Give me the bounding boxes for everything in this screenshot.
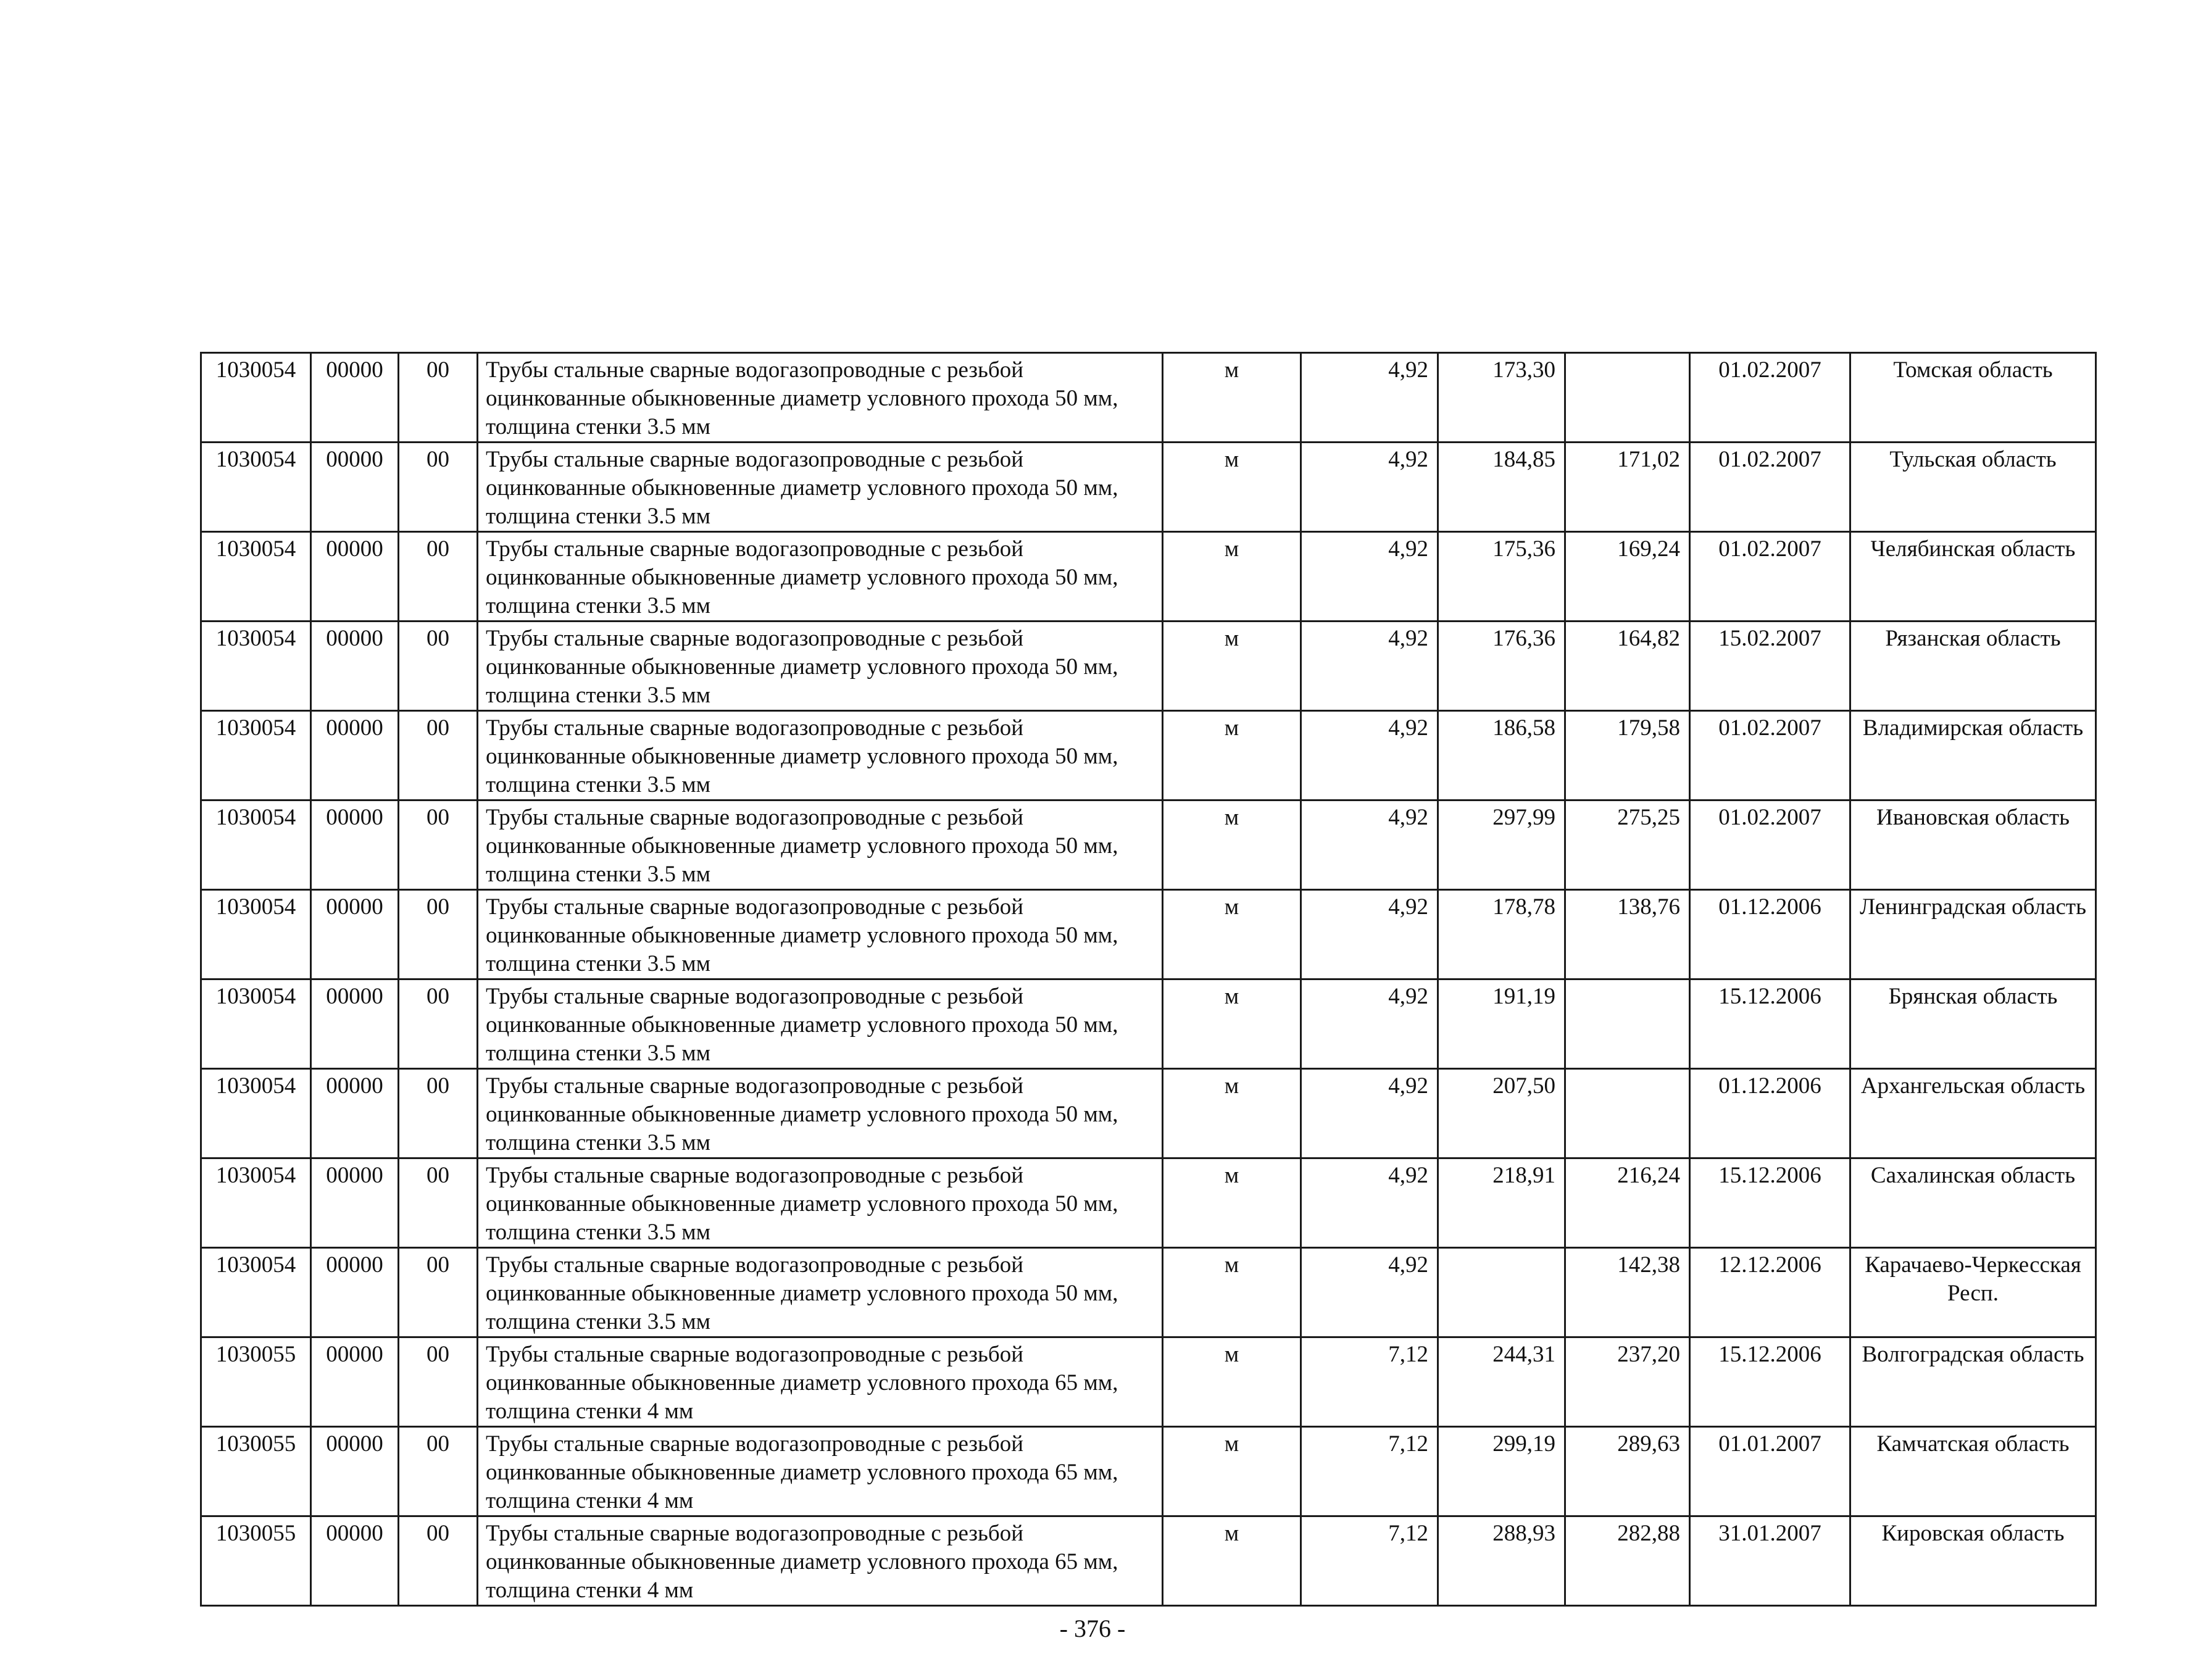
table-row [201, 711, 2096, 800]
weight-cell: 4,92 [1301, 890, 1438, 979]
unit-cell: м [1163, 800, 1301, 890]
price-alt-cell: 138,76 [1565, 890, 1690, 979]
material-code-cell: 1030054 [201, 532, 311, 622]
variant-code-cell: 00 [399, 979, 478, 1069]
region-cell: Владимирская область [1850, 711, 2096, 800]
region-cell: Челябинская область [1850, 532, 2096, 622]
unit-cell: м [1163, 1248, 1301, 1337]
material-name-cell: Трубы стальные сварные водогазопроводные с резьбой оцинкованные обыкновенные диаметр условного прохода 50 мм, толщина стенки 3.5 мм [478, 532, 1163, 622]
sub-code-cell: 00000 [311, 800, 399, 890]
date-cell: 15.12.2006 [1690, 1337, 1850, 1427]
unit-cell: м [1163, 890, 1301, 979]
material-code-cell: 1030054 [201, 622, 311, 711]
variant-code-cell: 00 [399, 532, 478, 622]
price-table [200, 352, 2097, 1607]
material-code-cell: 1030055 [201, 1516, 311, 1606]
unit-cell: м [1163, 353, 1301, 443]
region-cell: Кировская область [1850, 1516, 2096, 1606]
table-body [201, 353, 2096, 1606]
sub-code-cell: 00000 [311, 1337, 399, 1427]
price-cell: 288,93 [1438, 1516, 1565, 1606]
date-cell: 01.02.2007 [1690, 443, 1850, 532]
weight-cell: 4,92 [1301, 800, 1438, 890]
variant-code-cell: 00 [399, 1516, 478, 1606]
region-cell: Архангельская область [1850, 1069, 2096, 1158]
price-cell: 207,50 [1438, 1069, 1565, 1158]
region-cell: Сахалинская область [1850, 1158, 2096, 1248]
sub-code-cell: 00000 [311, 1069, 399, 1158]
date-cell: 01.02.2007 [1690, 711, 1850, 800]
material-name-cell: Трубы стальные сварные водогазопроводные с резьбой оцинкованные обыкновенные диаметр условного прохода 65 мм, толщина стенки 4 мм [478, 1516, 1163, 1606]
sub-code-cell: 00000 [311, 1158, 399, 1248]
table-row [201, 1337, 2096, 1427]
price-alt-cell: 216,24 [1565, 1158, 1690, 1248]
unit-cell: м [1163, 1427, 1301, 1516]
price-alt-cell: 169,24 [1565, 532, 1690, 622]
price-alt-cell: 237,20 [1565, 1337, 1690, 1427]
table-row [201, 622, 2096, 711]
price-alt-cell [1565, 979, 1690, 1069]
variant-code-cell: 00 [399, 1248, 478, 1337]
material-code-cell: 1030054 [201, 443, 311, 532]
date-cell: 15.02.2007 [1690, 622, 1850, 711]
unit-cell: м [1163, 532, 1301, 622]
weight-cell: 4,92 [1301, 532, 1438, 622]
variant-code-cell: 00 [399, 711, 478, 800]
region-cell: Камчатская область [1850, 1427, 2096, 1516]
material-name-cell: Трубы стальные сварные водогазопроводные с резьбой оцинкованные обыкновенные диаметр условного прохода 50 мм, толщина стенки 3.5 мм [478, 1248, 1163, 1337]
price-alt-cell: 275,25 [1565, 800, 1690, 890]
table-row [201, 353, 2096, 443]
weight-cell: 4,92 [1301, 711, 1438, 800]
material-name-cell: Трубы стальные сварные водогазопроводные с резьбой оцинкованные обыкновенные диаметр условного прохода 50 мм, толщина стенки 3.5 мм [478, 890, 1163, 979]
price-alt-cell: 179,58 [1565, 711, 1690, 800]
table-row [201, 532, 2096, 622]
weight-cell: 7,12 [1301, 1516, 1438, 1606]
price-alt-cell: 171,02 [1565, 443, 1690, 532]
price-cell [1438, 1248, 1565, 1337]
table-row [201, 1427, 2096, 1516]
material-name-cell: Трубы стальные сварные водогазопроводные с резьбой оцинкованные обыкновенные диаметр условного прохода 65 мм, толщина стенки 4 мм [478, 1337, 1163, 1427]
material-code-cell: 1030054 [201, 1158, 311, 1248]
unit-cell: м [1163, 1158, 1301, 1248]
price-cell: 176,36 [1438, 622, 1565, 711]
sub-code-cell: 00000 [311, 890, 399, 979]
date-cell: 01.12.2006 [1690, 1069, 1850, 1158]
date-cell: 01.02.2007 [1690, 532, 1850, 622]
page-number: - 376 - [1059, 1615, 1126, 1642]
variant-code-cell: 00 [399, 622, 478, 711]
variant-code-cell: 00 [399, 890, 478, 979]
price-alt-cell: 142,38 [1565, 1248, 1690, 1337]
price-cell: 178,78 [1438, 890, 1565, 979]
date-cell: 15.12.2006 [1690, 979, 1850, 1069]
variant-code-cell: 00 [399, 1427, 478, 1516]
weight-cell: 4,92 [1301, 1158, 1438, 1248]
unit-cell: м [1163, 1516, 1301, 1606]
weight-cell: 7,12 [1301, 1337, 1438, 1427]
price-cell: 175,36 [1438, 532, 1565, 622]
region-cell: Волгоградская область [1850, 1337, 2096, 1427]
date-cell: 01.12.2006 [1690, 890, 1850, 979]
unit-cell: м [1163, 711, 1301, 800]
price-cell: 297,99 [1438, 800, 1565, 890]
sub-code-cell: 00000 [311, 979, 399, 1069]
date-cell: 15.12.2006 [1690, 1158, 1850, 1248]
material-code-cell: 1030054 [201, 353, 311, 443]
table-row [201, 1516, 2096, 1606]
date-cell: 01.02.2007 [1690, 800, 1850, 890]
sub-code-cell: 00000 [311, 622, 399, 711]
weight-cell: 4,92 [1301, 443, 1438, 532]
material-code-cell: 1030054 [201, 1248, 311, 1337]
unit-cell: м [1163, 979, 1301, 1069]
table-row [201, 1248, 2096, 1337]
material-name-cell: Трубы стальные сварные водогазопроводные с резьбой оцинкованные обыкновенные диаметр условного прохода 50 мм, толщина стенки 3.5 мм [478, 443, 1163, 532]
material-name-cell: Трубы стальные сварные водогазопроводные с резьбой оцинкованные обыкновенные диаметр условного прохода 65 мм, толщина стенки 4 мм [478, 1427, 1163, 1516]
sub-code-cell: 00000 [311, 353, 399, 443]
price-cell: 218,91 [1438, 1158, 1565, 1248]
weight-cell: 4,92 [1301, 1248, 1438, 1337]
variant-code-cell: 00 [399, 1158, 478, 1248]
material-name-cell: Трубы стальные сварные водогазопроводные с резьбой оцинкованные обыкновенные диаметр условного прохода 50 мм, толщина стенки 3.5 мм [478, 800, 1163, 890]
region-cell: Рязанская область [1850, 622, 2096, 711]
weight-cell: 7,12 [1301, 1427, 1438, 1516]
material-name-cell: Трубы стальные сварные водогазопроводные с резьбой оцинкованные обыкновенные диаметр условного прохода 50 мм, толщина стенки 3.5 мм [478, 979, 1163, 1069]
table-row [201, 979, 2096, 1069]
price-alt-cell: 289,63 [1565, 1427, 1690, 1516]
region-cell: Брянская область [1850, 979, 2096, 1069]
price-cell: 186,58 [1438, 711, 1565, 800]
region-cell: Ленинградская область [1850, 890, 2096, 979]
date-cell: 31.01.2007 [1690, 1516, 1850, 1606]
sub-code-cell: 00000 [311, 711, 399, 800]
material-code-cell: 1030054 [201, 979, 311, 1069]
material-code-cell: 1030054 [201, 890, 311, 979]
material-name-cell: Трубы стальные сварные водогазопроводные с резьбой оцинкованные обыкновенные диаметр условного прохода 50 мм, толщина стенки 3.5 мм [478, 711, 1163, 800]
material-name-cell: Трубы стальные сварные водогазопроводные с резьбой оцинкованные обыкновенные диаметр условного прохода 50 мм, толщина стенки 3.5 мм [478, 353, 1163, 443]
table-row [201, 443, 2096, 532]
region-cell: Ивановская область [1850, 800, 2096, 890]
material-code-cell: 1030054 [201, 800, 311, 890]
material-code-cell: 1030054 [201, 1069, 311, 1158]
variant-code-cell: 00 [399, 353, 478, 443]
table-row [201, 1158, 2096, 1248]
weight-cell: 4,92 [1301, 622, 1438, 711]
table-row [201, 890, 2096, 979]
variant-code-cell: 00 [399, 1069, 478, 1158]
material-name-cell: Трубы стальные сварные водогазопроводные с резьбой оцинкованные обыкновенные диаметр условного прохода 50 мм, толщина стенки 3.5 мм [478, 1158, 1163, 1248]
price-cell: 191,19 [1438, 979, 1565, 1069]
price-cell: 244,31 [1438, 1337, 1565, 1427]
price-alt-cell: 282,88 [1565, 1516, 1690, 1606]
unit-cell: м [1163, 1069, 1301, 1158]
sub-code-cell: 00000 [311, 532, 399, 622]
variant-code-cell: 00 [399, 1337, 478, 1427]
weight-cell: 4,92 [1301, 353, 1438, 443]
sub-code-cell: 00000 [311, 1427, 399, 1516]
date-cell: 01.01.2007 [1690, 1427, 1850, 1516]
price-alt-cell [1565, 353, 1690, 443]
material-code-cell: 1030055 [201, 1337, 311, 1427]
unit-cell: м [1163, 622, 1301, 711]
price-alt-cell [1565, 1069, 1690, 1158]
price-alt-cell: 164,82 [1565, 622, 1690, 711]
date-cell: 12.12.2006 [1690, 1248, 1850, 1337]
region-cell: Тульская область [1850, 443, 2096, 532]
sub-code-cell: 00000 [311, 1516, 399, 1606]
weight-cell: 4,92 [1301, 1069, 1438, 1158]
material-name-cell: Трубы стальные сварные водогазопроводные с резьбой оцинкованные обыкновенные диаметр условного прохода 50 мм, толщина стенки 3.5 мм [478, 622, 1163, 711]
material-code-cell: 1030055 [201, 1427, 311, 1516]
region-cell: Карачаево-Черкесская Респ. [1850, 1248, 2096, 1337]
variant-code-cell: 00 [399, 443, 478, 532]
price-cell: 299,19 [1438, 1427, 1565, 1516]
material-name-cell: Трубы стальные сварные водогазопроводные с резьбой оцинкованные обыкновенные диаметр условного прохода 50 мм, толщина стенки 3.5 мм [478, 1069, 1163, 1158]
region-cell: Томская область [1850, 353, 2096, 443]
unit-cell: м [1163, 443, 1301, 532]
date-cell: 01.02.2007 [1690, 353, 1850, 443]
sub-code-cell: 00000 [311, 1248, 399, 1337]
variant-code-cell: 00 [399, 800, 478, 890]
price-cell: 173,30 [1438, 353, 1565, 443]
table-row [201, 800, 2096, 890]
sub-code-cell: 00000 [311, 443, 399, 532]
material-code-cell: 1030054 [201, 711, 311, 800]
weight-cell: 4,92 [1301, 979, 1438, 1069]
table-row [201, 1069, 2096, 1158]
unit-cell: м [1163, 1337, 1301, 1427]
price-cell: 184,85 [1438, 443, 1565, 532]
